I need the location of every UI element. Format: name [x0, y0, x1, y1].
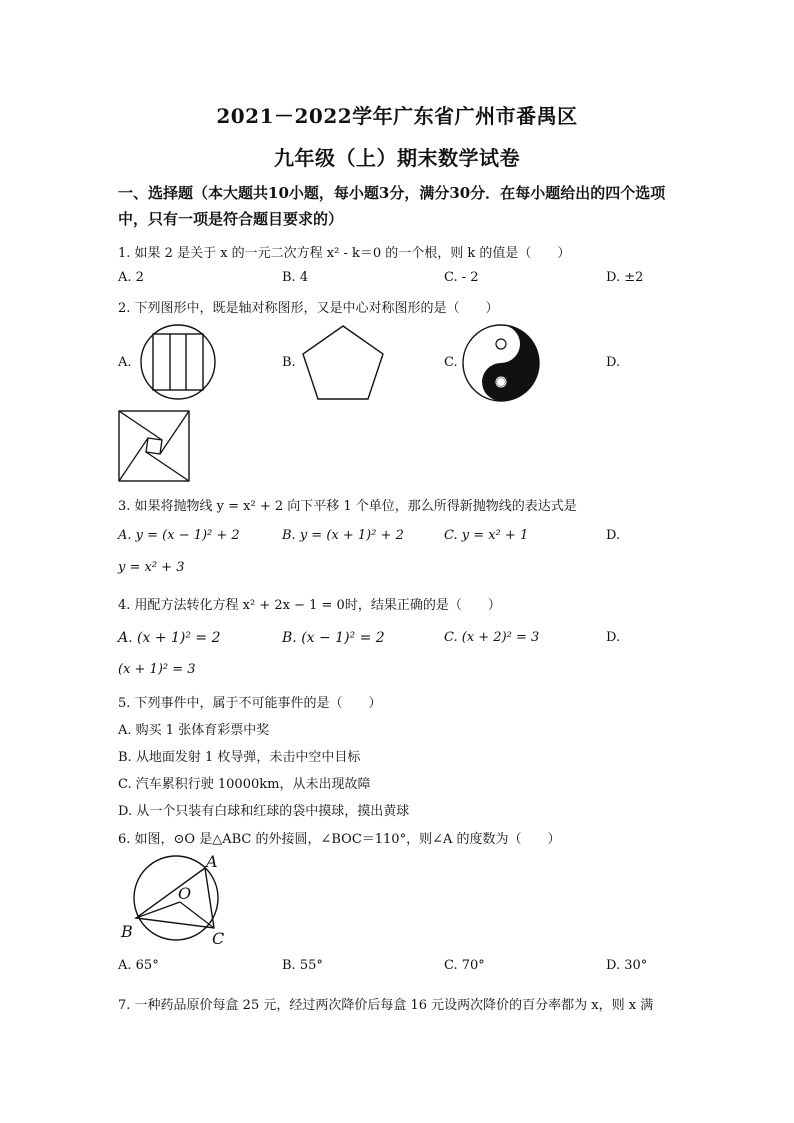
question-5-stem: 5. 下列事件中，属于不可能事件的是（ ）: [118, 696, 382, 711]
yin-yang-figure: [460, 322, 542, 404]
figure-label-b: B: [121, 922, 133, 941]
question-6-option-b: B. 55°: [282, 958, 323, 973]
question-4-option-d: D.: [606, 630, 621, 645]
question-1-stem: 1. 如果 2 是关于 x 的一元二次方程 x² - k＝0 的一个根，则 k 的值是（ ）: [118, 246, 571, 261]
question-1-option-a: A. 2: [118, 270, 144, 285]
question-1-option-b: B. 4: [282, 270, 309, 285]
question-3-stem: 3. 如果将抛物线 y = x² + 2 向下平移 1 个单位，那么所得新抛物线的表达式是: [118, 499, 577, 514]
pinwheel-square-figure: [118, 410, 190, 482]
figure-label-a: A: [206, 852, 218, 871]
question-6-option-d: D. 30°: [606, 958, 648, 973]
question-7-stem: 7. 一种药品原价每盒 25 元，经过两次降价后每盒 16 元设两次降价的百分率都为 x，则 x 满: [118, 998, 654, 1013]
exam-title-line2: 九年级（上）期末数学试卷: [274, 146, 520, 170]
question-2-stem: 2. 下列图形中，既是轴对称图形，又是中心对称图形的是（ ）: [118, 301, 499, 316]
figure-label-c: C: [212, 929, 225, 948]
question-6-option-a: A. 65°: [118, 958, 159, 973]
pentagon-figure: [298, 322, 388, 402]
figure-label-o: O: [178, 884, 192, 903]
question-3-option-d: D.: [606, 528, 621, 543]
exam-title-line1: 2021－2022学年广东省广州市番禺区: [216, 104, 578, 128]
section-heading: 一、选择题（本大题共10小题，每小题3分，满分30分．在每小题给出的四个选项中，只有一项是符合题目要求的）: [118, 184, 666, 228]
question-1-option-c: C. - 2: [444, 270, 479, 285]
question-4-option-c: C. (x + 2)² = 3: [444, 630, 540, 645]
question-3-option-d-expression: y = x² + 3: [118, 560, 185, 575]
question-4-option-d-expression: (x + 1)² = 3: [118, 662, 196, 677]
question-6-stem: 6. 如图，⊙O 是△ABC 的外接圆，∠BOC＝110°，则∠A 的度数为（ ）: [118, 832, 561, 847]
question-2-option-c: C.: [444, 355, 458, 370]
question-2-option-d: D.: [606, 355, 621, 370]
question-1-option-d: D. ±2: [606, 270, 644, 285]
question-2-option-a: A.: [118, 355, 132, 370]
question-5-option-a: A. 购买 1 张体育彩票中奖: [118, 723, 270, 738]
question-6-option-c: C. 70°: [444, 958, 485, 973]
question-4-option-a: A. (x + 1)² = 2: [118, 630, 221, 646]
question-4-option-b: B. (x − 1)² = 2: [282, 630, 385, 646]
question-2-option-b: B.: [282, 355, 296, 370]
question-3-option-c: C. y = x² + 1: [444, 528, 529, 543]
question-5-option-c: C. 汽车累积行驶 10000km，从未出现故障: [118, 777, 371, 792]
question-5-option-b: B. 从地面发射 1 枚导弹，未击中空中目标: [118, 750, 361, 765]
question-5-option-d: D. 从一个只装有白球和红球的袋中摸球，摸出黄球: [118, 804, 410, 819]
circle-rectangle-figure: [138, 322, 218, 402]
question-3-option-b: B. y = (x + 1)² + 2: [282, 528, 404, 543]
question-3-option-a: A. y = (x − 1)² + 2: [118, 528, 240, 543]
question-4-stem: 4. 用配方法转化方程 x² + 2x − 1 = 0时，结果正确的是（ ）: [118, 598, 501, 613]
